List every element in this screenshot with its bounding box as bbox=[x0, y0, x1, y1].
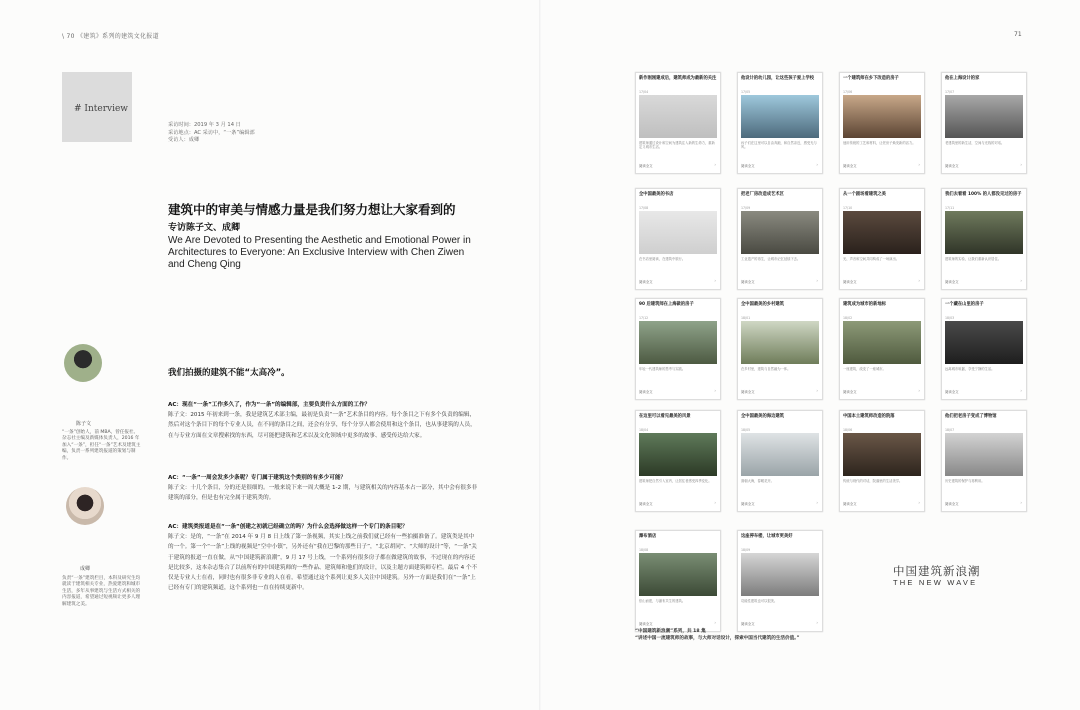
card-date: 17/11 bbox=[945, 206, 955, 210]
article-card[interactable] bbox=[635, 530, 721, 632]
card-read-more[interactable]: 阅读全文 bbox=[843, 502, 857, 506]
card-title: 中国本土建筑师改造的院落 bbox=[843, 414, 895, 419]
chevron-right-icon[interactable]: › bbox=[918, 278, 920, 283]
card-summary: 孩子们在这里可以自由奔跑，和自然亲近，感受光与风。 bbox=[741, 141, 817, 150]
card-summary: 工业遗产的再生，让城市记忆延续下去。 bbox=[741, 257, 801, 261]
article-card[interactable] bbox=[635, 410, 721, 512]
card-title: 新作刚刚建成后，建筑师成为最新的关注 bbox=[639, 76, 717, 81]
card-image bbox=[945, 211, 1023, 254]
chevron-right-icon[interactable]: › bbox=[816, 500, 818, 505]
card-summary: 光、声音和空间共同构成了一场演出。 bbox=[843, 257, 900, 261]
article-title-cn: 建筑中的审美与情感力量是我们努力想让大家看到的 bbox=[168, 202, 456, 217]
article-card[interactable] bbox=[941, 298, 1027, 400]
portrait-photo-1 bbox=[64, 344, 102, 382]
chevron-right-icon[interactable]: › bbox=[714, 162, 716, 167]
card-title: 90 后建筑师在上海做的房子 bbox=[639, 302, 694, 307]
qa-block-2 bbox=[168, 473, 478, 504]
card-date: 18/07 bbox=[945, 428, 955, 432]
card-date: 18/02 bbox=[843, 316, 853, 320]
card-image bbox=[741, 433, 819, 476]
chevron-right-icon[interactable]: › bbox=[1020, 500, 1022, 505]
card-image bbox=[843, 211, 921, 254]
card-title: 他设计的幼儿园，让这些孩子爱上学校 bbox=[741, 76, 815, 81]
card-date: 18/04 bbox=[639, 428, 649, 432]
card-image bbox=[945, 95, 1023, 138]
series-caption bbox=[635, 628, 800, 642]
card-summary: 建筑师把自然引入室内，让居住者感受四季变化。 bbox=[639, 479, 712, 483]
card-read-more[interactable]: 阅读全文 bbox=[945, 502, 959, 506]
card-read-more[interactable]: 阅读全文 bbox=[741, 164, 755, 168]
person2-bio: 负责“一条”建筑栏目，本科及研究生均就读于建筑相关专业，热爱建筑和城市生活，多年从事建筑与生活方式相关的内容报道，希望通过短视频让更多人理解建筑之美。 bbox=[62, 576, 141, 607]
caption-line: “中国建筑新浪潮”系列，共 18 集 bbox=[635, 629, 706, 634]
interview-label: # Interview bbox=[74, 104, 128, 114]
card-read-more[interactable]: 阅读全文 bbox=[741, 622, 755, 626]
card-image bbox=[945, 433, 1023, 476]
article-card[interactable] bbox=[737, 188, 823, 290]
card-read-more[interactable]: 阅读全文 bbox=[741, 390, 755, 394]
interview-meta bbox=[168, 122, 255, 145]
card-read-more[interactable]: 阅读全文 bbox=[639, 502, 653, 506]
card-read-more[interactable]: 阅读全文 bbox=[639, 280, 653, 284]
card-summary: 建筑师的实验，让我们重新认识居住。 bbox=[945, 257, 1002, 261]
card-summary: 一座建筑，改变了一座城市。 bbox=[843, 367, 886, 371]
card-date: 17/07 bbox=[945, 90, 955, 94]
card-date: 18/09 bbox=[741, 548, 751, 552]
card-summary: 他用传统的工艺和材料，让老房子焕发新的活力。 bbox=[843, 141, 916, 145]
card-read-more[interactable]: 阅读全文 bbox=[843, 164, 857, 168]
card-image bbox=[741, 95, 819, 138]
card-image bbox=[843, 433, 921, 476]
card-image bbox=[639, 433, 717, 476]
article-card[interactable] bbox=[839, 188, 925, 290]
card-title: 全中国最美的海边建筑 bbox=[741, 414, 784, 419]
article-card[interactable] bbox=[737, 410, 823, 512]
running-head: \ 70 《建筑》系列的建筑文化报道 bbox=[62, 33, 159, 40]
card-title: 全中国最美的乡村建筑 bbox=[741, 302, 784, 307]
card-image bbox=[639, 553, 717, 596]
chevron-right-icon[interactable]: › bbox=[918, 500, 920, 505]
card-title: 我们去看看 100% 的人都没见过的房子 bbox=[945, 192, 1022, 197]
card-read-more[interactable]: 阅读全文 bbox=[741, 502, 755, 506]
card-summary: 老建筑里的新生活，空间与光线的对话。 bbox=[945, 141, 1005, 145]
article-subtitle-cn: 专访陈子文、成卿 bbox=[168, 223, 241, 233]
card-image bbox=[639, 95, 717, 138]
card-read-more[interactable]: 阅读全文 bbox=[741, 280, 755, 284]
chevron-right-icon[interactable]: › bbox=[918, 162, 920, 167]
card-date: 17/05 bbox=[741, 90, 751, 94]
right-page bbox=[540, 0, 1080, 710]
card-read-more[interactable]: 阅读全文 bbox=[843, 280, 857, 284]
chevron-right-icon[interactable]: › bbox=[816, 388, 818, 393]
card-image bbox=[945, 321, 1023, 364]
card-title: 瀑布酒店 bbox=[639, 534, 657, 539]
card-image bbox=[843, 321, 921, 364]
chevron-right-icon[interactable]: › bbox=[1020, 162, 1022, 167]
card-date: 17/06 bbox=[843, 90, 853, 94]
chevron-right-icon[interactable]: › bbox=[816, 620, 818, 625]
article-card[interactable] bbox=[839, 410, 925, 512]
card-summary: 年轻一代建筑师的思考与实践。 bbox=[639, 367, 686, 371]
answer: 陈子文：2015 年初来到一条，我是建筑艺术部主编，最初是负责“一条”艺术条目的内容。每个条目之下有多个负责的编辑，然后对这个条目下的每个专业人员，在不同的条目之间，还会有分享，每个分享人都会使用和这个条目，也从事建筑的人员，在与专业方面在文章搜索找的东西，尽可能把建筑和艺术以及文化领域中更多的故事、感受传达给大家。 bbox=[168, 412, 476, 439]
chevron-right-icon[interactable]: › bbox=[816, 278, 818, 283]
article-card[interactable] bbox=[941, 410, 1027, 512]
card-image bbox=[741, 211, 819, 254]
card-summary: 依山而建，与瀑布共生的建筑。 bbox=[639, 599, 686, 603]
card-date: 18/08 bbox=[639, 548, 649, 552]
card-title: 在这里可以看见最美的风景 bbox=[639, 414, 691, 419]
card-title: 全中国最美的书店 bbox=[639, 192, 674, 197]
person1-name: 陈子文 bbox=[76, 421, 92, 427]
section-heading: 我们拍摄的建筑不能“太高冷”。 bbox=[168, 368, 290, 378]
meta-line: 受访人：成卿 bbox=[168, 137, 200, 143]
card-summary: 历史建筑的保护与再利用。 bbox=[945, 479, 985, 483]
card-read-more[interactable]: 阅读全文 bbox=[639, 390, 653, 394]
card-date: 18/05 bbox=[741, 428, 751, 432]
card-summary: 建筑师通过设计和空间为建筑注入新的生命力，重新定义城市生活。 bbox=[639, 141, 715, 150]
card-read-more[interactable]: 阅读全文 bbox=[945, 280, 959, 284]
answer: 陈子文：十几个条目，分的还是很细的。一般来说下来一周大概是 1-2 期，与建筑相关的内容基本占一部分，其中会有很多非建筑的部分，但是也有完全属于建筑类的。 bbox=[168, 485, 478, 502]
card-read-more[interactable]: 阅读全文 bbox=[945, 164, 959, 168]
chevron-right-icon[interactable]: › bbox=[714, 388, 716, 393]
card-title: 他在上海设计的家 bbox=[945, 76, 980, 81]
chevron-right-icon[interactable]: › bbox=[1020, 388, 1022, 393]
article-card[interactable] bbox=[635, 72, 721, 174]
card-read-more[interactable]: 阅读全文 bbox=[639, 622, 653, 626]
article-title-en: We Are Devoted to Presenting the Aesthetic and Emotional Power in Architectures to Everyone: An Exclusive Interview with Chen Ziwen and Cheng Qing bbox=[168, 235, 471, 270]
article-card[interactable] bbox=[737, 72, 823, 174]
card-image bbox=[741, 553, 819, 596]
card-title: 他们把老房子变成了博物馆 bbox=[945, 414, 997, 419]
card-summary: 在乡村里，建筑与自然融为一体。 bbox=[741, 367, 791, 371]
card-title: 把老厂房改造成艺术区 bbox=[741, 192, 784, 197]
portrait-photo-2 bbox=[66, 487, 104, 525]
chevron-right-icon[interactable]: › bbox=[714, 278, 716, 283]
card-read-more[interactable]: 阅读全文 bbox=[639, 164, 653, 168]
meta-line: 采访地点：AC 采访中，“一条”编辑部 bbox=[168, 129, 255, 136]
brand-title-cn: 中国建筑新浪潮 bbox=[893, 564, 981, 578]
article-card[interactable] bbox=[635, 188, 721, 290]
card-title: 从一个剧场看建筑之美 bbox=[843, 192, 886, 197]
question: AC：建筑类报道是在“一条”创建之初就已经确立的吗？为什么会选择做这样一个专门的条目呢？ bbox=[168, 524, 408, 530]
card-summary: 在书店里阅读，在建筑中旅行。 bbox=[639, 257, 686, 261]
person1-bio: “一条”创始人，前 MBA，曾任报社、杂志社主编及新媒体负责人，2016 年加入“一条”，担任“一条”艺术及建筑主编，负责一系列建筑报道的策划与制作。 bbox=[62, 430, 141, 461]
card-image bbox=[843, 95, 921, 138]
card-summary: 远离城市喧嚣，享受宁静的生活。 bbox=[945, 367, 995, 371]
card-date: 17/12 bbox=[639, 316, 649, 320]
card-read-more[interactable]: 阅读全文 bbox=[945, 390, 959, 394]
question: AC：“一条”一周会发多少条呢？专门属于建筑这个类别的有多少可能？ bbox=[168, 475, 347, 481]
card-date: 17/10 bbox=[843, 206, 853, 210]
page-number: 71 bbox=[1014, 31, 1022, 38]
chevron-right-icon[interactable]: › bbox=[714, 500, 716, 505]
meta-line: 采访时间：2019 年 3 月 14 日 bbox=[168, 122, 241, 128]
chevron-right-icon[interactable]: › bbox=[714, 620, 716, 625]
qa-block-3 bbox=[168, 522, 478, 593]
answer: 陈子文：是的，“一条”在 2014 年 9 月 8 日上线了第一条视频，其实上线之前我们就已经有一些拍摄准备了。建筑类是其中的一个。第一个“一条”上线的视频是“空中小镇”，另外还有“我在巴黎的那些日子”，“北京胡同”、“大师的设计”等，“一条”关于建筑的报道一直在做，从“中国建筑新浪潮”，9 月 17 号上线，一个系列有很多房子都在做建筑的故事，不过现在的内容还是比较多，这本杂志集合了以前所有的中国建筑师的一些作品、建筑师和他们的设计，以及主题方面建筑师专栏。最后 4 个不仅是专业人士在看，同时也有很多非专业的人在看，希望通过这个系列让更多人关注中国建筑。另外一方面是我们在“一条”上已经有专门的建筑频道，这个系列也一直在持续更新中。 bbox=[168, 534, 478, 592]
card-summary: 功能性建筑也可以很美。 bbox=[741, 599, 778, 603]
article-card[interactable] bbox=[839, 298, 925, 400]
article-card[interactable] bbox=[839, 72, 925, 174]
card-title: 建筑成为城市的新地标 bbox=[843, 302, 886, 307]
card-summary: 传统与现代的对话，院落里的生活美学。 bbox=[843, 479, 903, 483]
card-date: 18/03 bbox=[945, 316, 955, 320]
card-read-more[interactable]: 阅读全文 bbox=[843, 390, 857, 394]
chevron-right-icon[interactable]: › bbox=[816, 162, 818, 167]
chevron-right-icon[interactable]: › bbox=[1020, 278, 1022, 283]
card-summary: 面朝大海，春暖花开。 bbox=[741, 479, 774, 483]
card-image bbox=[639, 211, 717, 254]
article-card[interactable] bbox=[737, 298, 823, 400]
card-title: 这座停车楼，让城市更美好 bbox=[741, 534, 793, 539]
card-date: 18/01 bbox=[741, 316, 751, 320]
card-date: 17/09 bbox=[741, 206, 751, 210]
question: AC：现在“一条”工作多久了，作为“一条”的编辑部，主要负责什么方面的工作？ bbox=[168, 402, 371, 408]
qa-block-1 bbox=[168, 400, 478, 441]
card-title: 一个建筑师在乡下改造的房子 bbox=[843, 76, 899, 81]
card-title: 一个藏在山里的房子 bbox=[945, 302, 984, 307]
interview-label-box bbox=[62, 72, 132, 142]
card-date: 17/08 bbox=[639, 206, 649, 210]
card-date: 18/06 bbox=[843, 428, 853, 432]
caption-line: “讲述中国一流建筑师的故事，与大师对话设计，探索中国当代建筑的生活价值。” bbox=[635, 636, 800, 641]
card-date: 17/04 bbox=[639, 90, 649, 94]
article-card[interactable] bbox=[941, 72, 1027, 174]
article-card[interactable] bbox=[941, 188, 1027, 290]
card-image bbox=[741, 321, 819, 364]
article-card[interactable] bbox=[737, 530, 823, 632]
card-image bbox=[639, 321, 717, 364]
article-card[interactable] bbox=[635, 298, 721, 400]
person2-name: 成卿 bbox=[80, 566, 91, 572]
brand-title-en: THE NEW WAVE bbox=[893, 578, 978, 587]
chevron-right-icon[interactable]: › bbox=[918, 388, 920, 393]
